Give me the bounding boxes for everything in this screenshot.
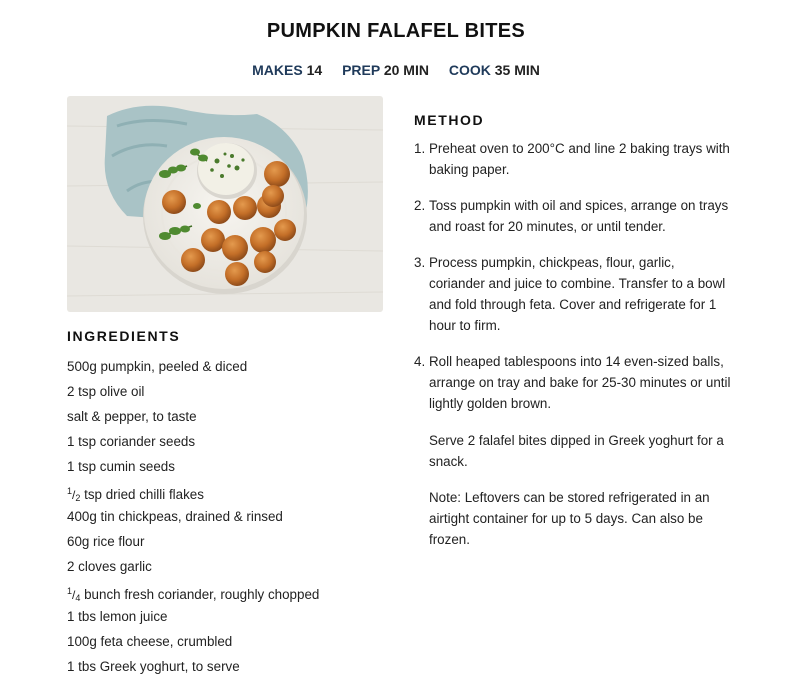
storage-note: Note: Leftovers can be stored refrigerated in an airtight container for up to 5 days. Can also be frozen. xyxy=(429,490,710,547)
makes-info xyxy=(252,62,322,78)
ingredient-item: 60g rice flour xyxy=(67,534,145,549)
method-notes xyxy=(429,430,729,565)
ingredient-item: 400g tin chickpeas, drained & rinsed xyxy=(67,509,283,524)
falafel-plate-photo-icon xyxy=(67,96,383,312)
method-step xyxy=(414,351,734,414)
ingredient-item xyxy=(67,479,319,504)
step-number: 3. xyxy=(414,255,426,270)
step-text: Roll heaped tablespoons into 14 even-sized balls, arrange on tray and bake for 25-30 minutes or until lightly golden brown. xyxy=(429,354,731,411)
ingredient-item: 1 tsp coriander seeds xyxy=(67,434,196,449)
ingredient-text: bunch fresh coriander, roughly chopped xyxy=(84,587,320,602)
cook-value: 35 MIN xyxy=(494,62,540,78)
makes-label: MAKES xyxy=(252,62,303,78)
step-text: Preheat oven to 200°C and line 2 baking trays with baking paper. xyxy=(429,141,730,177)
recipe-title: PUMPKIN FALAFEL BITES xyxy=(266,20,526,42)
method-step xyxy=(414,195,734,237)
recipe-photo xyxy=(67,96,383,312)
cook-info xyxy=(449,62,540,78)
ingredient-text: tsp dried chilli flakes xyxy=(84,487,204,502)
ingredient-item: 100g feta cheese, crumbled xyxy=(67,634,233,649)
serving-suggestion: Serve 2 falafel bites dipped in Greek yoghurt for a snack. xyxy=(429,433,724,469)
step-text: Toss pumpkin with oil and spices, arrange on trays and roast for 20 minutes, or until tender. xyxy=(429,198,729,234)
ingredient-item xyxy=(67,579,319,604)
half-fraction: $^1/_2$ xyxy=(67,486,81,503)
step-number: 4. xyxy=(414,354,426,369)
method-step xyxy=(414,138,734,180)
ingredient-item: 1 tsp cumin seeds xyxy=(67,459,175,474)
prep-label: PREP xyxy=(342,62,380,78)
cook-label: COOK xyxy=(448,62,491,78)
prep-value: 20 MIN xyxy=(383,62,429,78)
ingredient-item: 1 tbs Greek yoghurt, to serve xyxy=(67,659,240,674)
ingredient-item: 2 cloves garlic xyxy=(67,559,152,574)
step-number: 1. xyxy=(414,141,426,156)
prep-info xyxy=(342,62,429,78)
method-step xyxy=(414,252,734,336)
method-steps xyxy=(414,138,734,429)
step-number: 2. xyxy=(414,198,426,213)
quarter-fraction: $^1/_4$ xyxy=(67,586,81,603)
step-text: Process pumpkin, chickpeas, flour, garlic, coriander and juice to combine. Transfer to a bowl and fold through feta. Cover and refrigerate for 1 hour to firm. xyxy=(429,255,726,333)
makes-value: 14 xyxy=(306,62,323,78)
ingredient-item: 1 tbs lemon juice xyxy=(67,609,168,624)
ingredient-item: 500g pumpkin, peeled & diced xyxy=(67,359,248,374)
recipe-meta xyxy=(0,62,792,78)
ingredient-item: 2 tsp olive oil xyxy=(67,384,145,399)
ingredients-list xyxy=(67,354,319,679)
ingredients-heading: INGREDIENTS xyxy=(67,328,181,344)
ingredient-item: salt & pepper, to taste xyxy=(67,409,197,424)
method-heading: METHOD xyxy=(414,112,485,128)
